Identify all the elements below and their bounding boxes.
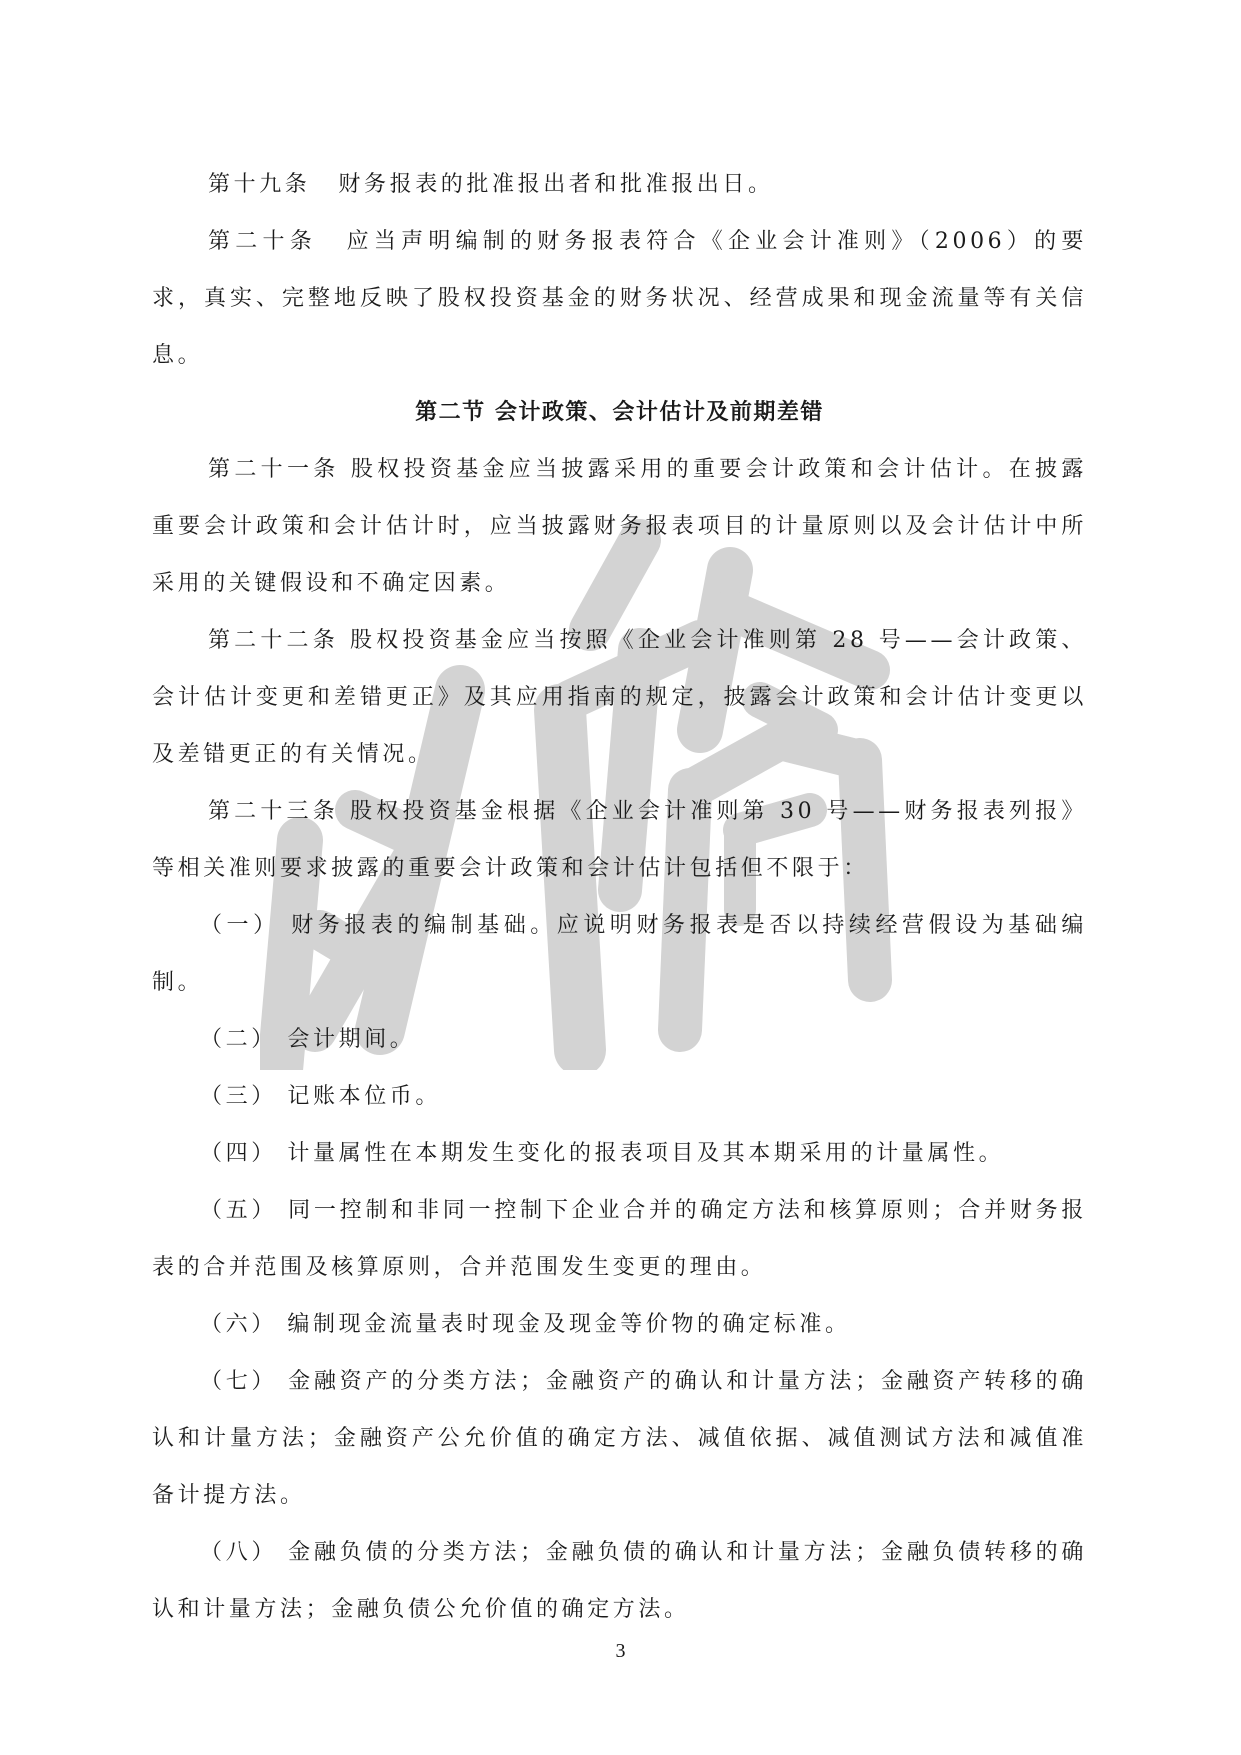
list-item [152, 1524, 1087, 1638]
list-item-text: 金融资产的分类方法；金融资产的确认和计量方法；金融资产转移的确认和计量方法；金融资产公允价值的确定方法、减值依据、减值测试方法和减值准备计提方法。 [152, 1369, 1088, 1508]
list-item-text: 同一控制和非同一控制下企业合并的确定方法和核算原则；合并财务报表的合并范围及核算原则，合并范围发生变更的理由。 [152, 1198, 1088, 1280]
list-item [152, 1353, 1087, 1524]
list-item [152, 897, 1087, 1011]
page-number: 3 [615, 1640, 626, 1662]
list-item-marker: （四） [200, 1141, 277, 1166]
article-21: 第二十一条 股权投资基金应当披露采用的重要会计政策和会计估计。在披露重要会计政策和会计估计时，应当披露财务报表项目的计量原则以及会计估计中所采用的关键假设和不确定因素。 [152, 457, 1087, 596]
document-body [152, 156, 1087, 1638]
list-item [152, 1011, 1087, 1068]
section-heading: 第二节 会计政策、会计估计及前期差错 [415, 400, 824, 425]
list-item-text: 编制现金流量表时现金及现金等价物的确定标准。 [287, 1312, 851, 1337]
list-item-text: 金融负债的分类方法；金融负债的确认和计量方法；金融负债转移的确认和计量方法；金融负债公允价值的确定方法。 [152, 1540, 1088, 1622]
list-item-marker: （八） [200, 1540, 278, 1565]
list-item-text: 财务报表的编制基础。应说明财务报表是否以持续经营假设为基础编制。 [152, 913, 1087, 995]
list-item-text: 计量属性在本期发生变化的报表项目及其本期采用的计量属性。 [287, 1141, 1005, 1166]
article-19-label: 第十九条 [208, 172, 311, 197]
list-item-marker: （二） [200, 1027, 277, 1052]
article-19-text: 财务报表的批准报出者和批准报出日。 [338, 172, 774, 197]
list-item-marker: （六） [200, 1312, 277, 1337]
list-item [152, 1296, 1087, 1353]
article-23: 第二十三条 股权投资基金根据《企业会计准则第 30 号——财务报表列报》等相关准则要求披露的重要会计政策和会计估计包括但不限于： [152, 799, 1087, 881]
article-20-text: 应当声明编制的财务报表符合《企业会计准则》（2006）的要求，真实、完整地反映了股权投资基金的财务状况、经营成果和现金流量等有关信息。 [152, 229, 1088, 368]
list-item-marker: （五） [200, 1198, 278, 1223]
list-item-marker: （七） [200, 1369, 278, 1394]
list-item-marker: （三） [200, 1084, 277, 1109]
article-20 [152, 213, 1087, 384]
list-item [152, 1068, 1087, 1125]
list-item-text: 会计期间。 [287, 1027, 416, 1052]
list-item-marker: （一） [200, 913, 280, 938]
list-item [152, 1182, 1087, 1296]
list-item-text: 记账本位币。 [287, 1084, 442, 1109]
article-22: 第二十二条 股权投资基金应当按照《企业会计准则第 28 号——会计政策、会计估计变更和差错更正》及其应用指南的规定，披露会计政策和会计估计变更以及差错更正的有关情况。 [152, 628, 1087, 767]
article-19 [152, 156, 1087, 213]
article-20-label: 第二十条 [208, 229, 317, 254]
list-item [152, 1125, 1087, 1182]
